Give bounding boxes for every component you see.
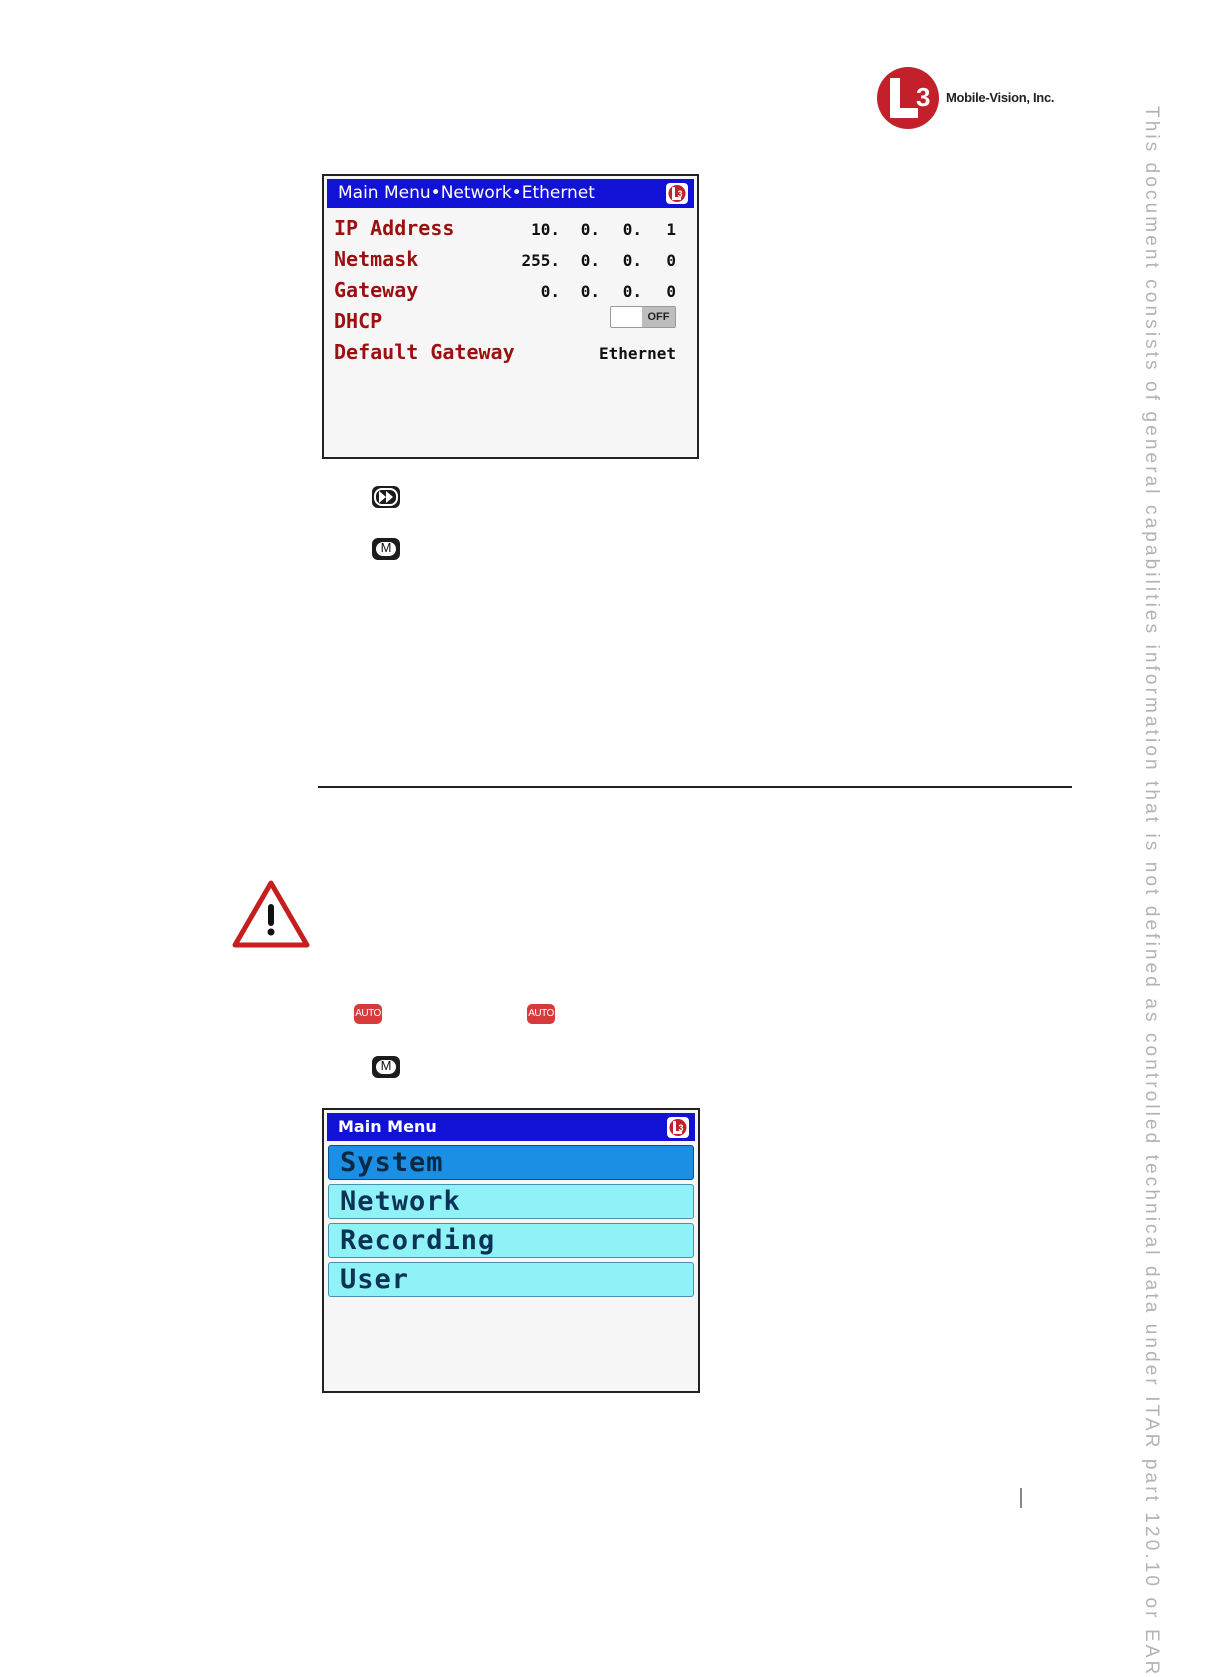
dhcp-toggle-state: OFF bbox=[642, 307, 675, 327]
auto-button-icon: AUTO bbox=[354, 1004, 382, 1024]
menu-item-system[interactable]: System bbox=[328, 1145, 694, 1180]
gateway-label: Gateway bbox=[334, 278, 419, 302]
menu-item-recording[interactable]: Recording bbox=[328, 1223, 694, 1258]
dhcp-label: DHCP bbox=[334, 309, 383, 333]
ethernet-settings-screen bbox=[322, 174, 699, 459]
screen-title-bar bbox=[327, 179, 694, 208]
menu-button-letter: M bbox=[380, 540, 392, 555]
netmask-octet-3[interactable]: 0. bbox=[622, 251, 642, 270]
auto-button-icon: AUTO bbox=[527, 1004, 555, 1024]
screen-title: Main Menu•Network•Ethernet bbox=[338, 183, 595, 203]
l3-logo-icon bbox=[876, 66, 942, 130]
ip-octet-4[interactable]: 1 bbox=[666, 220, 676, 239]
default-gateway-value[interactable]: Ethernet bbox=[598, 344, 676, 363]
ip-octet-2[interactable]: 0. bbox=[580, 220, 600, 239]
ip-address-label: IP Address bbox=[334, 216, 455, 240]
gateway-octet-1[interactable]: 0. bbox=[540, 282, 560, 301]
default-gateway-label: Default Gateway bbox=[334, 340, 515, 364]
menu-button-icon bbox=[372, 1056, 400, 1078]
itar-side-note: This document consists of general capabilities information that is not defined as controlled technical data under ITAR part 120.10 or EAR bbox=[1141, 106, 1162, 1677]
menu-item-user[interactable]: User bbox=[328, 1262, 694, 1297]
l3-badge-icon bbox=[666, 183, 688, 204]
gateway-octet-4[interactable]: 0 bbox=[666, 282, 676, 301]
svg-text:3: 3 bbox=[678, 1123, 684, 1133]
netmask-label: Netmask bbox=[334, 247, 419, 271]
dhcp-toggle[interactable] bbox=[610, 306, 676, 328]
section-divider bbox=[318, 786, 1072, 788]
screen-title: Main Menu bbox=[338, 1117, 437, 1136]
netmask-octet-2[interactable]: 0. bbox=[580, 251, 600, 270]
company-logo bbox=[876, 66, 1076, 130]
netmask-octet-4[interactable]: 0 bbox=[666, 251, 676, 270]
gateway-octet-2[interactable]: 0. bbox=[580, 282, 600, 301]
svg-text:3: 3 bbox=[677, 189, 683, 199]
ip-octet-1[interactable]: 10. bbox=[531, 220, 560, 239]
logo-text: Mobile-Vision, Inc. bbox=[946, 90, 1055, 105]
gateway-octet-3[interactable]: 0. bbox=[622, 282, 642, 301]
page-number-divider bbox=[1020, 1488, 1022, 1508]
warning-icon bbox=[232, 880, 310, 948]
netmask-octet-1[interactable]: 255. bbox=[521, 251, 560, 270]
menu-button-icon bbox=[372, 538, 400, 560]
fast-forward-icon bbox=[372, 486, 400, 508]
screen-title-bar bbox=[327, 1113, 695, 1141]
l3-badge-icon bbox=[667, 1117, 689, 1138]
menu-button-letter: M bbox=[380, 1058, 392, 1073]
main-menu-screen bbox=[322, 1108, 700, 1393]
menu-item-network[interactable]: Network bbox=[328, 1184, 694, 1219]
svg-text:3: 3 bbox=[916, 82, 931, 112]
ip-octet-3[interactable]: 0. bbox=[622, 220, 642, 239]
